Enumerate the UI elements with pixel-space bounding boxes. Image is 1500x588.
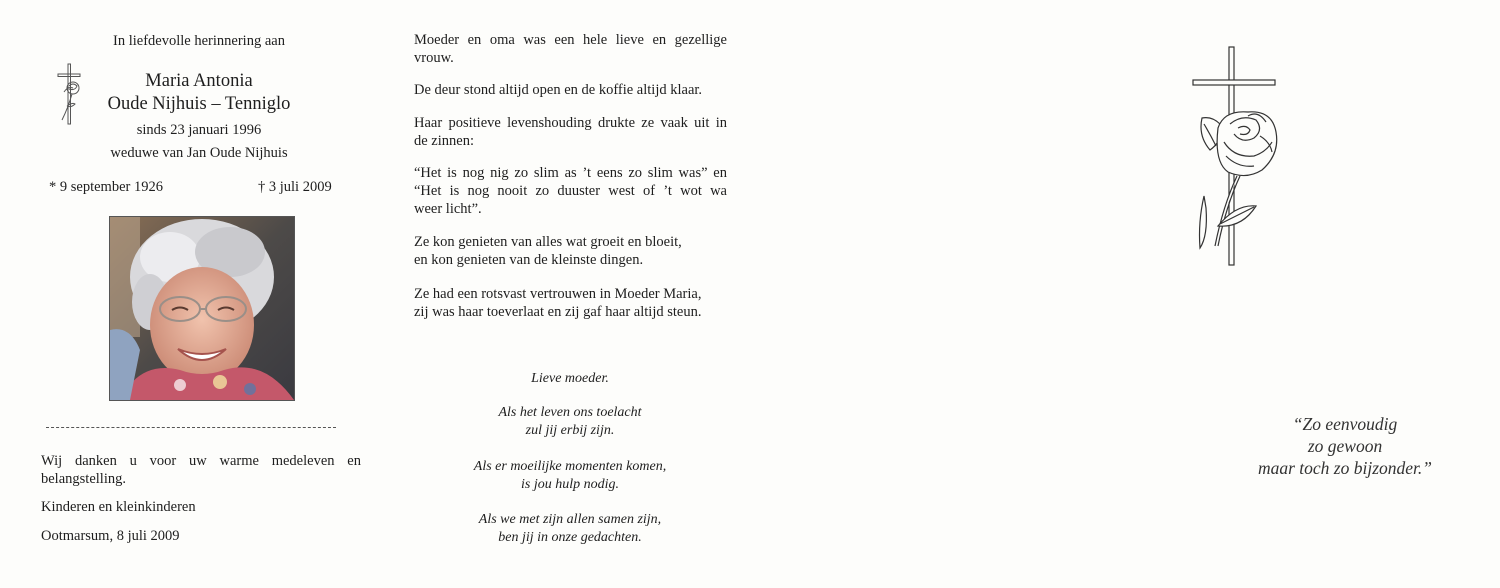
cover-quote	[1230, 413, 1460, 479]
cross-with-rose-icon	[1190, 46, 1280, 268]
place-and-date: Ootmarsum, 8 juli 2009	[41, 528, 180, 544]
paragraph-6-line-2: zij was haar toeverlaat en zij gaf haar altijd steun.	[414, 304, 702, 320]
dashed-divider	[46, 427, 336, 428]
poem-stanza-1-line-2: zul jij erbij zijn.	[525, 423, 615, 438]
paragraph-3-line-1: Haar positieve levenshouding drukte ze vaak uit in	[414, 115, 727, 131]
poem-title: Lieve moeder.	[531, 371, 609, 386]
paragraph-2-line-1: De deur stond altijd open en de koffie altijd klaar.	[414, 82, 703, 98]
quote-line-2: zo gewoon	[1307, 436, 1383, 456]
middle-panel	[390, 0, 750, 588]
deceased-first-names: Maria Antonia	[145, 71, 253, 91]
birth-date: * 9 september 1926	[49, 179, 163, 195]
thanks-line-2: belangstelling.	[41, 471, 126, 487]
widow-since: sinds 23 januari 1996	[136, 122, 262, 138]
widow-of: weduwe van Jan Oude Nijhuis	[110, 145, 288, 161]
poem-stanza-3-line-2: ben jij in onze gedachten.	[498, 530, 642, 545]
paragraph-5-line-1: Ze kon genieten van alles wat groeit en bloeit,	[414, 234, 682, 250]
paragraph-4-line-3: weer licht”.	[414, 201, 482, 217]
death-date: † 3 juli 2009	[258, 179, 332, 195]
deceased-surname: Oude Nijhuis – Tenniglo	[107, 94, 291, 114]
paragraph-1-line-2: vrouw.	[414, 50, 454, 66]
signature-family: Kinderen en kleinkinderen	[41, 499, 196, 515]
poem-stanza-3-line-1: Als we met zijn allen samen zijn,	[478, 512, 662, 527]
portrait-photo	[109, 216, 295, 401]
quote-line-1: “Zo eenvoudig	[1292, 414, 1398, 434]
paragraph-3-line-2: de zinnen:	[414, 133, 474, 149]
quote-line-3: maar toch zo bijzonder.”	[1257, 458, 1433, 478]
poem-stanza-2-line-1: Als er moeilijke momenten komen,	[473, 459, 667, 474]
left-panel	[0, 0, 390, 588]
paragraph-5-line-2: en kon genieten van de kleinste dingen.	[414, 252, 644, 268]
intro-text: In liefdevolle herinnering aan	[113, 33, 285, 49]
paragraph-6-line-1: Ze had een rotsvast vertrouwen in Moeder Maria,	[414, 286, 702, 302]
paragraph-4-line-2: “Het is nog nooit zo duuster west of ’t wot wa	[414, 183, 727, 199]
paragraph-4-line-1: “Het is nog nig zo slim as ’t eens zo slim was” en	[414, 165, 727, 181]
thanks-line-1: Wij danken u voor uw warme medeleven en	[41, 453, 361, 469]
poem-stanza-2-line-2: is jou hulp nodig.	[520, 477, 619, 492]
paragraph-1-line-1: Moeder en oma was een hele lieve en gezellige	[414, 32, 727, 48]
poem-stanza-1-line-1: Als het leven ons toelacht	[498, 405, 642, 420]
